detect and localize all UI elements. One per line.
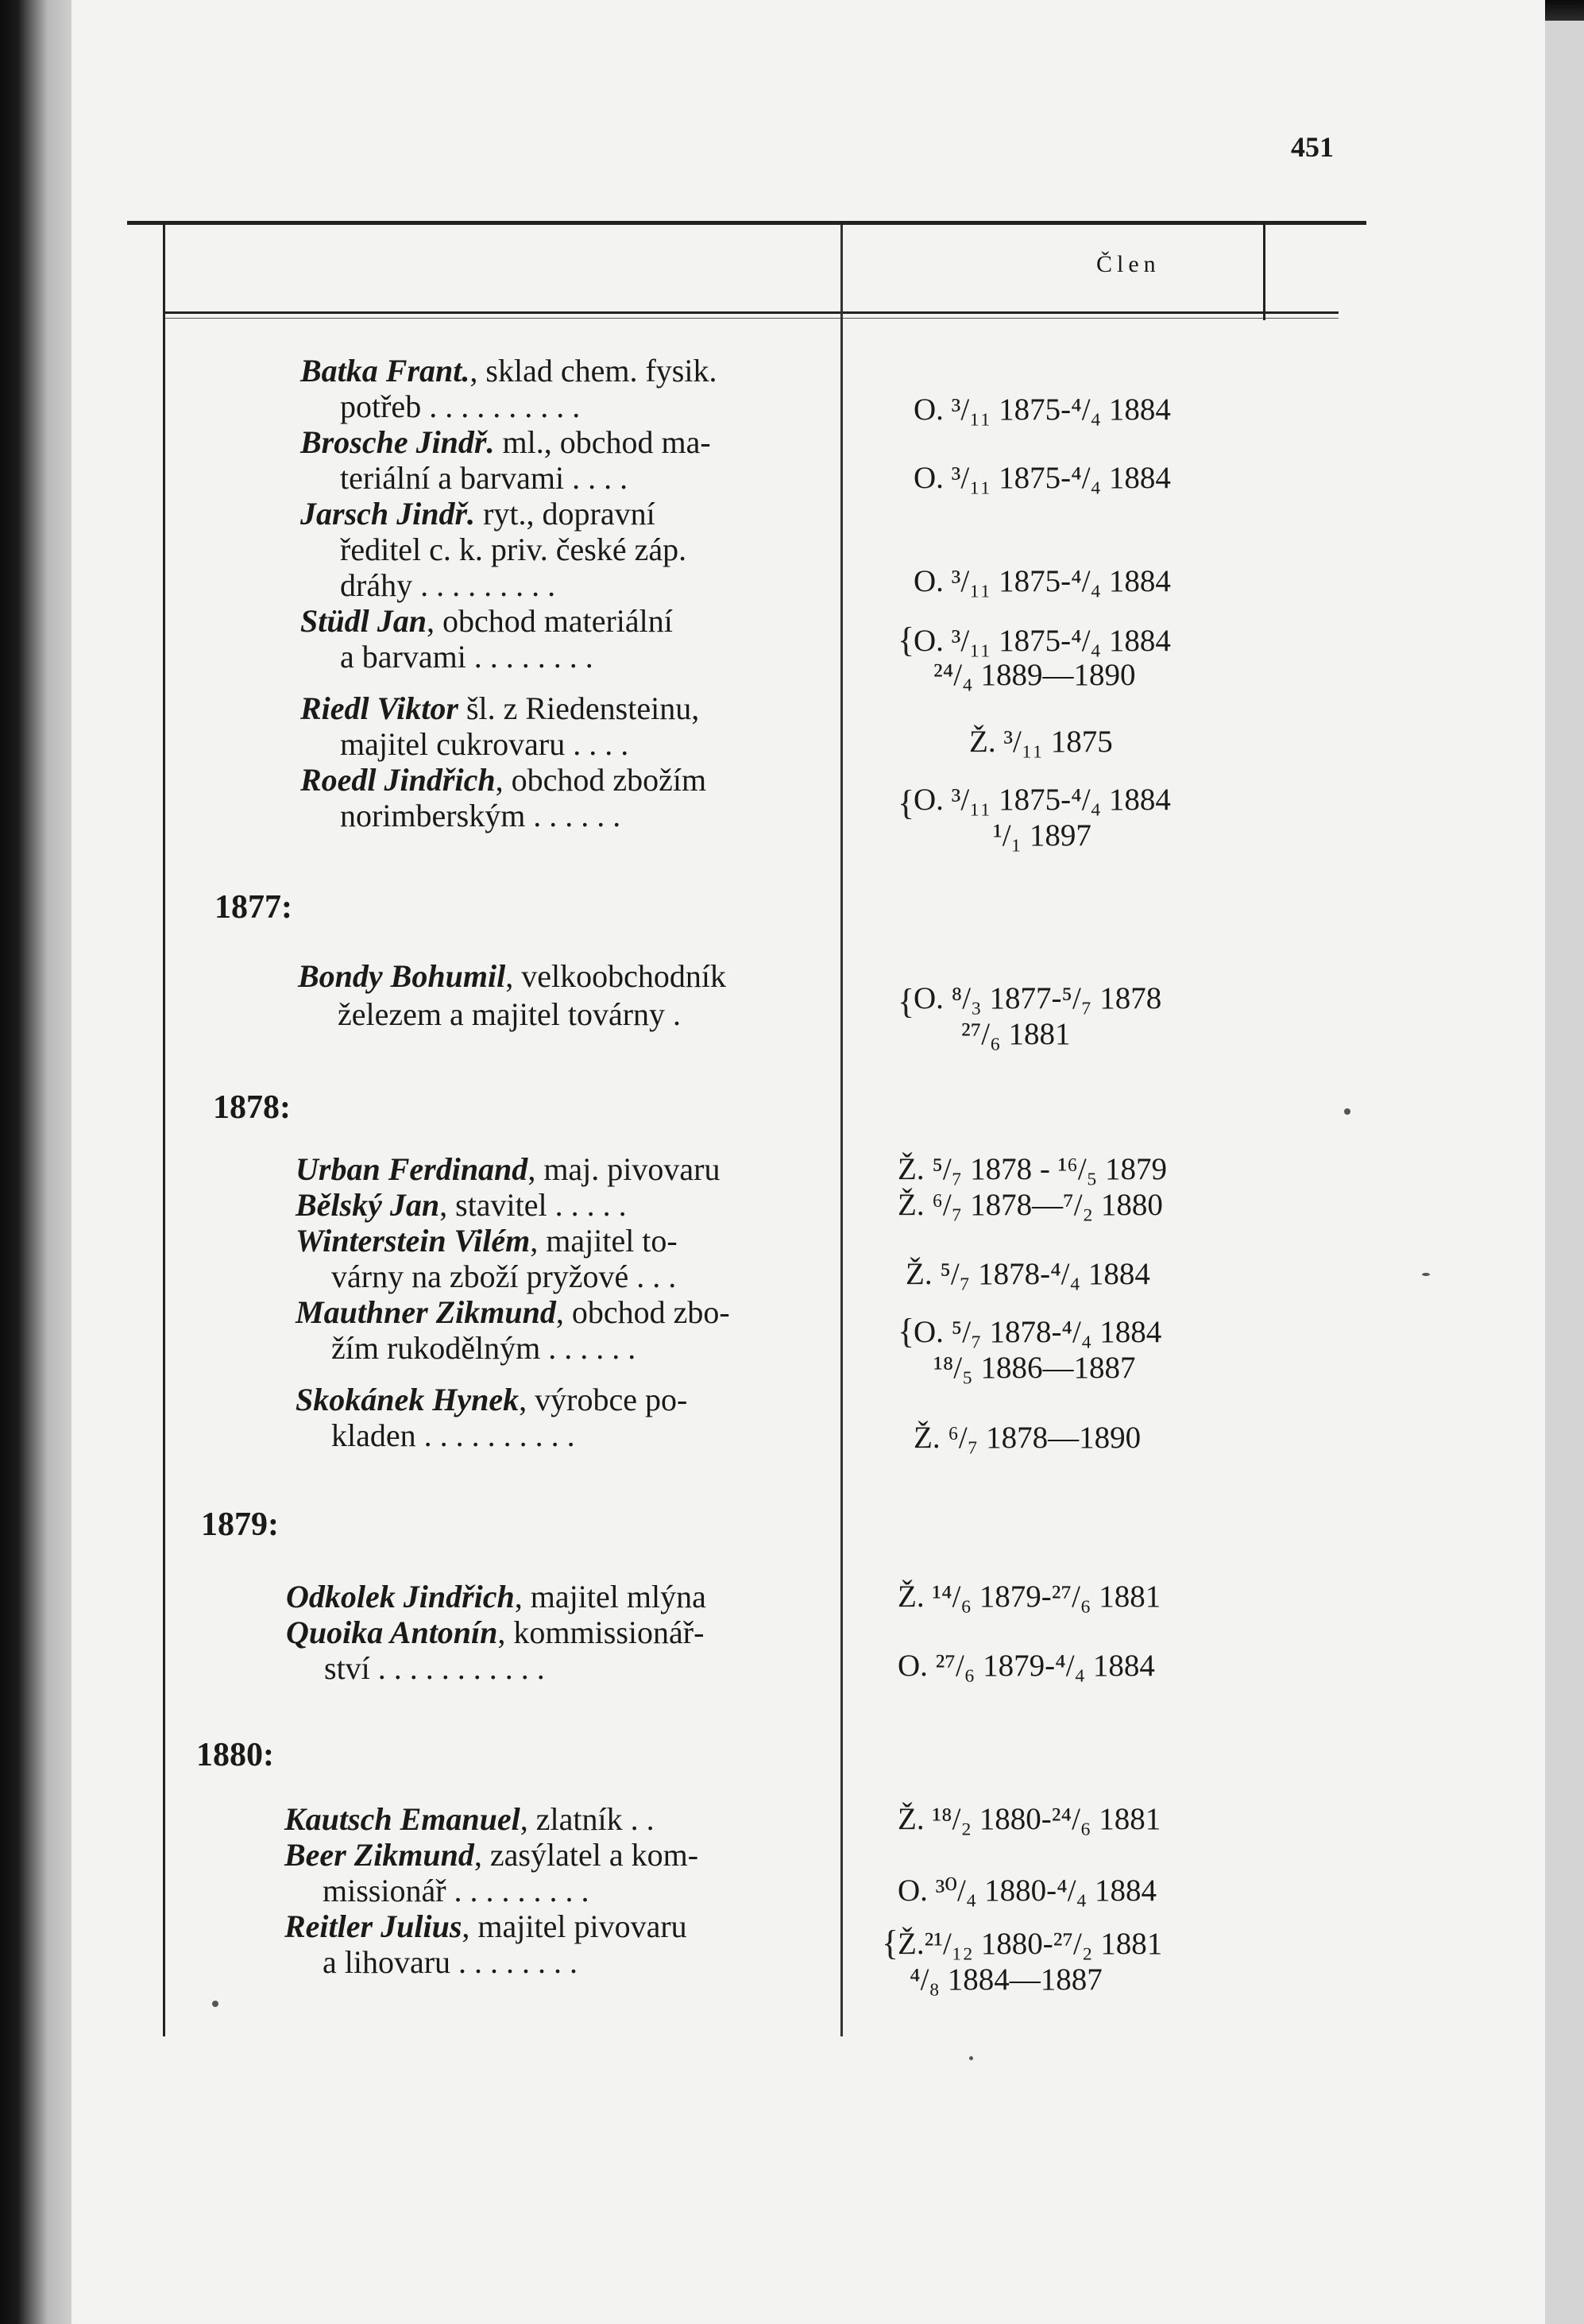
scan-speck (1344, 1108, 1350, 1115)
brace-left: { (898, 783, 915, 822)
entry-description: ml., obchod ma- (494, 424, 711, 460)
year-heading: 1878: (213, 1089, 291, 1126)
entry-description: , velkoobchodník (505, 958, 726, 994)
entry-description: , obchod materiální (426, 603, 673, 639)
membership-dates: Ž. ¹⁸/₂ 1880-²⁴/₆ 1881 (898, 1802, 1161, 1836)
entry-description: a lihovaru . . . . . . . . (323, 1944, 578, 1980)
entry-description: majitel cukrovaru . . . . (340, 726, 629, 762)
entry-surname: Batka Frant. (300, 353, 470, 389)
year-heading: 1879: (201, 1506, 279, 1543)
scan-speck (969, 2056, 973, 2060)
header-rule-2 (163, 318, 1339, 319)
page-number: 451 (1291, 131, 1334, 163)
year-heading: 1880: (196, 1737, 274, 1773)
membership-dates-2: ²⁷/₆ 1881 (961, 1017, 1071, 1051)
entry-surname: Brosche Jindř. (300, 424, 495, 460)
brace-left: { (898, 621, 915, 659)
membership-dates: O. ³/₁₁ 1875-⁴/₄ 1884 (914, 624, 1171, 658)
entry-surname: Odkolek Jindřich (286, 1579, 515, 1614)
entry-description: , kommissionář- (497, 1614, 705, 1650)
membership-dates-2: ⁴/₈ 1884—1887 (910, 1962, 1103, 1997)
brace-left: { (898, 982, 915, 1021)
top-rule (127, 221, 1366, 225)
entry-name (296, 1188, 627, 1223)
membership-dates: Ž. ⁶/₇ 1878—⁷/₂ 1880 (898, 1188, 1163, 1222)
entry-description: missionář . . . . . . . . . (323, 1873, 589, 1908)
membership-dates: Ž. ⁵/₇ 1878-⁴/₄ 1884 (906, 1257, 1150, 1291)
right-border (1263, 225, 1265, 320)
entry-description: , majitel pivovaru (462, 1908, 687, 1944)
entry-description: ředitel c. k. priv. české záp. (340, 532, 687, 567)
brace-left: { (898, 1312, 915, 1351)
membership-dates: Ž. ⁶/₇ 1878—1890 (914, 1421, 1142, 1455)
entry-description: , obchod zbo- (555, 1294, 730, 1330)
entry-description: , majitel to- (530, 1223, 678, 1259)
left-border (163, 225, 165, 2036)
entry-name (300, 763, 706, 798)
entry-description: norimberským . . . . . . (340, 798, 621, 833)
entry-description: teriální a barvami . . . . (340, 460, 628, 496)
entry-surname: Quoika Antonín (286, 1614, 498, 1650)
membership-dates: Ž. ¹⁴/₆ 1879-²⁷/₆ 1881 (898, 1580, 1161, 1614)
membership-dates-2: ¹/₁ 1897 (993, 818, 1091, 853)
entry-description: , výrobce po- (519, 1382, 688, 1417)
entry-name (300, 497, 655, 532)
entry-description: , zasýlatel a kom- (473, 1837, 699, 1873)
entry-surname: Skokánek Hynek (296, 1382, 520, 1417)
scan-speck (1422, 1273, 1430, 1276)
entry-name (296, 1152, 720, 1187)
scan-binding-edge (0, 0, 71, 2324)
entry-description: , majitel mlýna (514, 1579, 706, 1614)
entry-description: železem a majitel továrny . (338, 996, 682, 1032)
entry-name (300, 691, 699, 726)
year-heading: 1877: (214, 889, 292, 926)
entry-surname: Riedl Viktor (300, 690, 458, 726)
entry-name (286, 1615, 704, 1650)
membership-dates: Ž. ⁵/₇ 1878 - ¹⁶/₅ 1879 (898, 1152, 1168, 1186)
entry-description: , sklad chem. fysik. (469, 353, 717, 389)
entry-description: , maj. pivovaru (527, 1151, 721, 1187)
entry-surname: Mauthner Zikmund (296, 1294, 556, 1330)
entry-name (300, 604, 673, 639)
book-page (71, 0, 1545, 2324)
membership-dates: O. ³/₁₁ 1875-⁴/₄ 1884 (914, 461, 1171, 495)
entry-description: , obchod zbožím (495, 762, 707, 798)
membership-dates: O. ⁸/₃ 1877-⁵/₇ 1878 (914, 981, 1162, 1015)
entry-name (300, 354, 717, 389)
entry-surname: Kautsch Emanuel (284, 1801, 520, 1837)
membership-dates: O. ³/₁₁ 1875-⁴/₄ 1884 (914, 783, 1171, 817)
entry-name (284, 1802, 655, 1837)
entry-description: potřeb . . . . . . . . . . (340, 389, 581, 424)
entry-name (296, 1382, 687, 1417)
membership-dates: O. ²⁷/₆ 1879-⁴/₄ 1884 (898, 1649, 1155, 1683)
entry-description: a barvami . . . . . . . . (340, 639, 593, 675)
entry-name (296, 1295, 730, 1330)
entry-description: , zlatník . . (520, 1801, 655, 1837)
membership-dates-2: ¹⁸/₅ 1886—1887 (933, 1351, 1136, 1385)
entry-surname: Jarsch Jindř. (300, 496, 476, 532)
header-rule (163, 311, 1339, 314)
entry-surname: Urban Ferdinand (296, 1151, 528, 1187)
membership-dates: Ž. ³/₁₁ 1875 (969, 725, 1113, 759)
membership-dates: Ž.²¹/₁₂ 1880-²⁷/₂ 1881 (898, 1927, 1163, 1961)
entry-name (286, 1580, 706, 1614)
column-header-clen: Člen (1096, 251, 1161, 277)
scan-speck (212, 2001, 218, 2007)
entry-description: kladen . . . . . . . . . . (331, 1417, 575, 1453)
entry-description: dráhy . . . . . . . . . (340, 567, 556, 603)
membership-dates-2: ²⁴/₄ 1889—1890 (933, 658, 1136, 692)
column-divider (840, 225, 843, 2036)
membership-dates: O. ³⁰/₄ 1880-⁴/₄ 1884 (898, 1874, 1157, 1908)
entry-name (300, 425, 711, 460)
entry-description: ství . . . . . . . . . . . (324, 1650, 545, 1686)
membership-dates: O. ⁵/₇ 1878-⁴/₄ 1884 (914, 1315, 1162, 1349)
entry-name (298, 959, 726, 994)
entry-surname: Bělský Jan (296, 1187, 440, 1223)
entry-surname: Bondy Bohumil (298, 958, 506, 994)
entry-name (296, 1224, 678, 1259)
entry-description: várny na zboží pryžové . . . (331, 1259, 677, 1294)
entry-surname: Reitler Julius (284, 1908, 462, 1944)
entry-name (284, 1909, 687, 1944)
entry-description: šl. z Riedensteinu, (458, 690, 700, 726)
entry-surname: Stüdl Jan (300, 603, 427, 639)
brace-left: { (882, 1924, 899, 1962)
entry-surname: Winterstein Vilém (296, 1223, 531, 1259)
entry-description: ryt., dopravní (475, 496, 655, 532)
entry-description: , stavitel . . . . . (439, 1187, 627, 1223)
entry-name (284, 1838, 698, 1873)
entry-surname: Roedl Jindřich (300, 762, 496, 798)
entry-surname: Beer Zikmund (284, 1837, 474, 1873)
entry-description: žím rukodělným . . . . . . (331, 1330, 636, 1366)
membership-dates: O. ³/₁₁ 1875-⁴/₄ 1884 (914, 392, 1171, 427)
membership-dates: O. ³/₁₁ 1875-⁴/₄ 1884 (914, 564, 1171, 598)
